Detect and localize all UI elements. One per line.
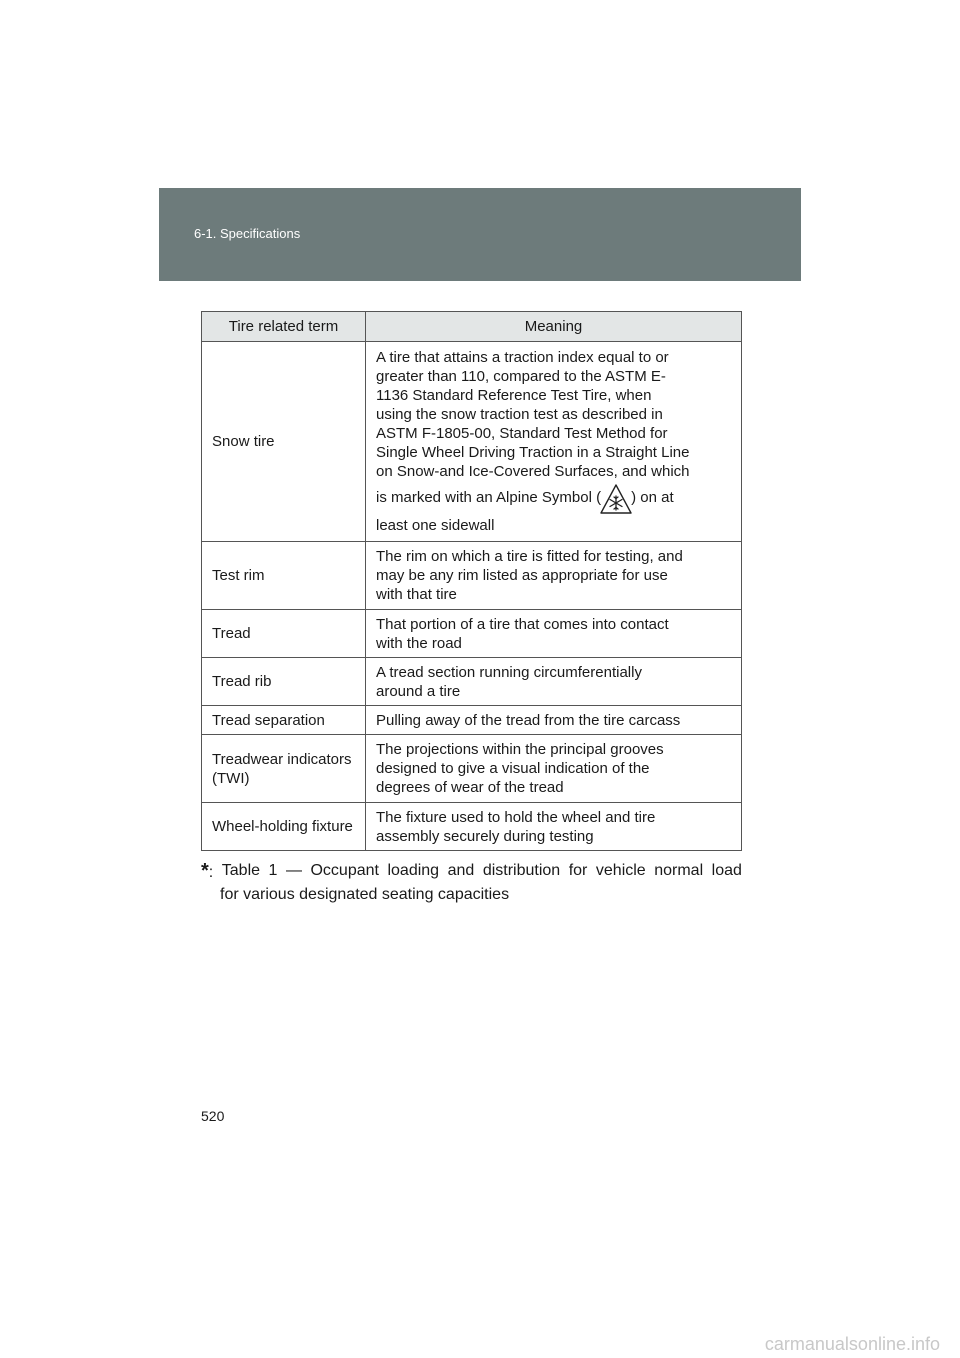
table-row [202,542,742,610]
meaning-cell [366,542,742,610]
footnote-word: *: [201,860,214,882]
footnote-word: for [568,862,588,879]
meaning-line: A tire that attains a traction index equal to or [376,349,669,367]
meaning-line: around a tire [376,682,461,700]
meaning-line: The fixture used to hold the wheel and tire [376,808,656,826]
meaning-line: with the road [376,634,462,652]
alpine-snowflake-mountain-icon [599,482,633,516]
footnote-word: loading [387,862,440,879]
footnote-word: 1 [268,862,278,879]
column-header-term: Tire related term [202,312,366,342]
term-cell: Tread separation [202,706,366,735]
meaning-line: The rim on which a tire is fitted for testing, and [376,548,683,565]
footnote-word: Occupant [310,862,379,879]
meaning-line: That portion of a tire that comes into contact [376,615,669,633]
footnote-line [201,860,742,884]
table-row [202,706,742,735]
meaning-cell [366,706,742,735]
meaning-line: on Snow-and Ice-Covered Surfaces, and which [376,463,690,481]
page-number: 520 [201,1108,225,1124]
meaning-line: The projections within the principal grooves [376,741,664,758]
table-row [202,803,742,851]
meaning-line: Pulling away of the tread from the tire carcass [376,711,681,729]
meaning-cell [366,658,742,706]
meaning-line: with that tire [376,586,457,603]
column-header-meaning: Meaning [366,312,742,342]
tire-terms-table [201,311,742,851]
table-row [202,342,742,542]
meaning-line: A tread section running circumferentially [376,663,642,681]
meaning-line: 1136 Standard Reference Test Tire, when [376,387,652,405]
meaning-line: least one sidewall [376,516,495,534]
symbol-text-after: ) on at [631,489,674,507]
watermark: carmanualsonline.info [764,1334,940,1354]
footnote-asterisk: * [201,860,209,882]
meaning-line: may be any rim listed as appropriate for use [376,567,668,584]
meaning-line: designed to give a visual indication of the [376,760,650,777]
section-header-band [159,188,801,281]
section-title: 6-1. Specifications [194,226,301,241]
meaning-cell [366,610,742,658]
meaning-cell [366,735,742,803]
term-line: (TWI) [212,769,250,787]
term-cell: Wheel-holding fixture [202,803,366,851]
symbol-text-before: is marked with an Alpine Symbol ( [376,489,602,507]
term-line: Treadwear indicators [212,750,352,768]
table-row [202,735,742,803]
meaning-line: assembly securely during testing [376,827,594,845]
footnote-word: vehicle [595,862,646,879]
table-row [202,658,742,706]
meaning-line: using the snow traction test as described in [376,406,663,424]
meaning-line: ASTM F-1805-00, Standard Test Method for [376,425,668,443]
meaning-line: greater than 110, compared to the ASTM E- [376,368,666,386]
footnote-line: for various designated seating capacities [220,886,510,903]
footnote-word: Table [221,862,261,879]
term-cell: Test rim [202,542,366,610]
meaning-line-with-symbol [376,481,731,515]
term-cell: Tread rib [202,658,366,706]
footnote-word: distribution [482,862,561,879]
meaning-line: Single Wheel Driving Traction in a Straight Line [376,444,690,462]
meaning-line: degrees of wear of the tread [376,779,564,796]
footnote-word: load [711,862,742,879]
table-row [202,610,742,658]
footnote-word: normal [654,862,704,879]
footnote-word: — [285,862,302,879]
footnote [201,860,742,906]
meaning-cell [366,803,742,851]
table-header-row [202,312,742,342]
term-cell: Snow tire [202,342,366,542]
footnote-word: and [447,862,475,879]
term-cell: Tread [202,610,366,658]
term-cell [202,735,366,803]
meaning-cell [366,342,742,542]
